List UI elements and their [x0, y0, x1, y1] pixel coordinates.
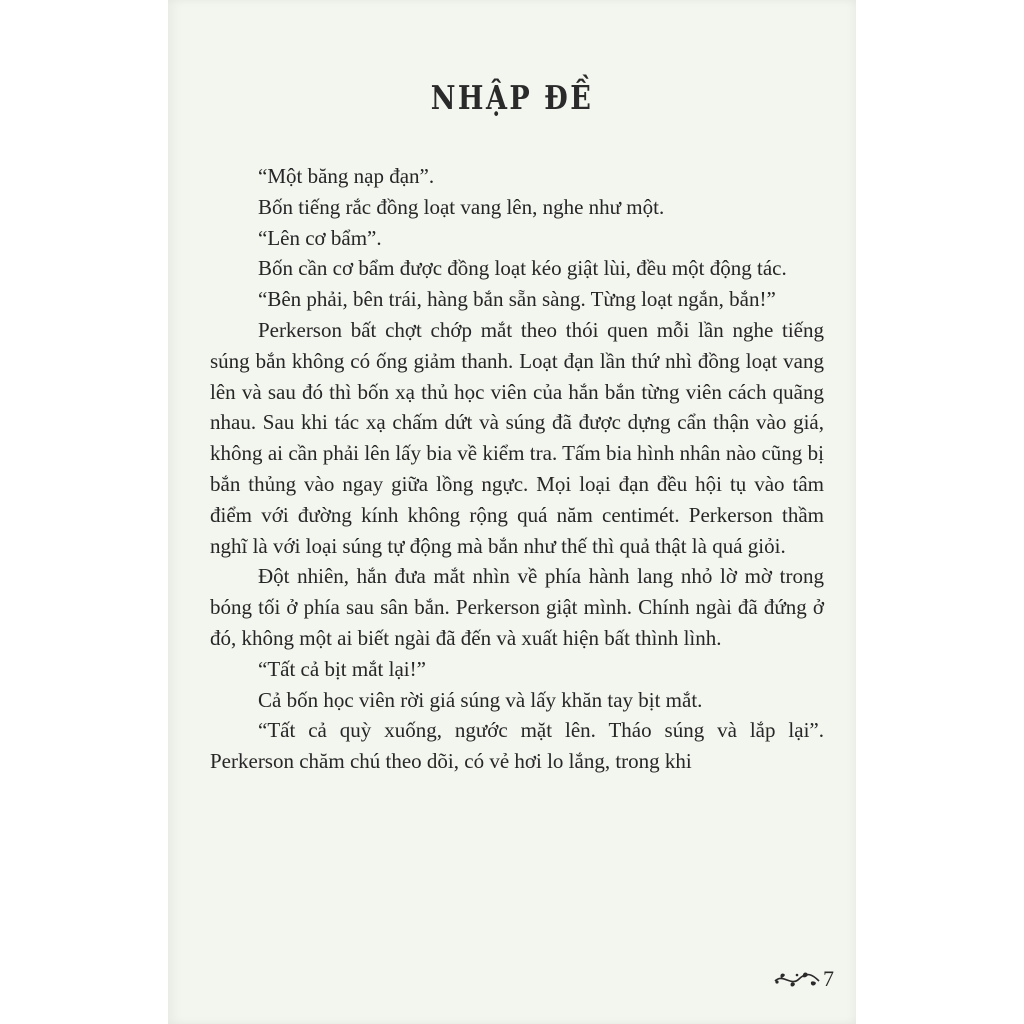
paragraph: Bốn cần cơ bẩm được đồng loạt kéo giật lùi, đều một động tác. — [258, 256, 787, 281]
floral-vine-icon — [773, 969, 821, 989]
book-page — [168, 0, 856, 1024]
paragraph: Bốn tiếng rắc đồng loạt vang lên, nghe như một. — [258, 194, 665, 219]
chapter-heading: NHẬP ĐỀ — [430, 78, 594, 117]
paragraph: Đột nhiên, hắn đưa mắt nhìn về phía hành lang nhỏ lờ mờ trong bóng tối ở phía sau sân bắn. Perkerson giật mình. Chính ngài đã đứng ở đó, không một ai biết ngài đã đến và xuất hiện bất thình lình. — [210, 564, 824, 650]
page-number: 7 — [823, 966, 834, 991]
paragraph: “Lên cơ bẩm”. — [258, 225, 382, 250]
paragraph: Perkerson bất chợt chớp mắt theo thói quen mỗi lần nghe tiếng súng bắn không có ống giảm thanh. Loạt đạn lần thứ nhì đồng loạt vang lên và sau đó thì bốn xạ thủ học viên của hắn bắn từng viên cách quãng nhau. Sau khi tác xạ chấm dứt và súng đã được dựng cẩn thận vào giá, không ai cần phải lên lấy bia về kiểm tra. Tấm bia hình nhân nào cũng bị bắn thủng vào ngay giữa lồng ngực. Mọi loại đạn đều hội tụ vào tâm điểm với đường kính không rộng quá năm centimét. Perkerson thầm nghĩ là với loại súng tự động mà bắn như thế thì quả thật là quá giỏi. — [210, 317, 824, 558]
paragraph: “Tất cả bịt mắt lại!” — [258, 656, 426, 681]
paragraph: “Một băng nạp đạn”. — [258, 164, 435, 188]
paragraph: Cả bốn học viên rời giá súng và lấy khăn tay bịt mắt. — [258, 687, 703, 712]
paragraph: “Bên phải, bên trái, hàng bắn sẵn sàng. Từng loạt ngắn, bắn!” — [258, 287, 776, 312]
body-text — [210, 161, 824, 777]
page-footer — [773, 966, 834, 992]
paragraph: “Tất cả quỳ xuống, ngước mặt lên. Tháo súng và lắp lại”. Perkerson chăm chú theo dõi, có vẻ hơi lo lắng, trong khi — [210, 718, 824, 774]
